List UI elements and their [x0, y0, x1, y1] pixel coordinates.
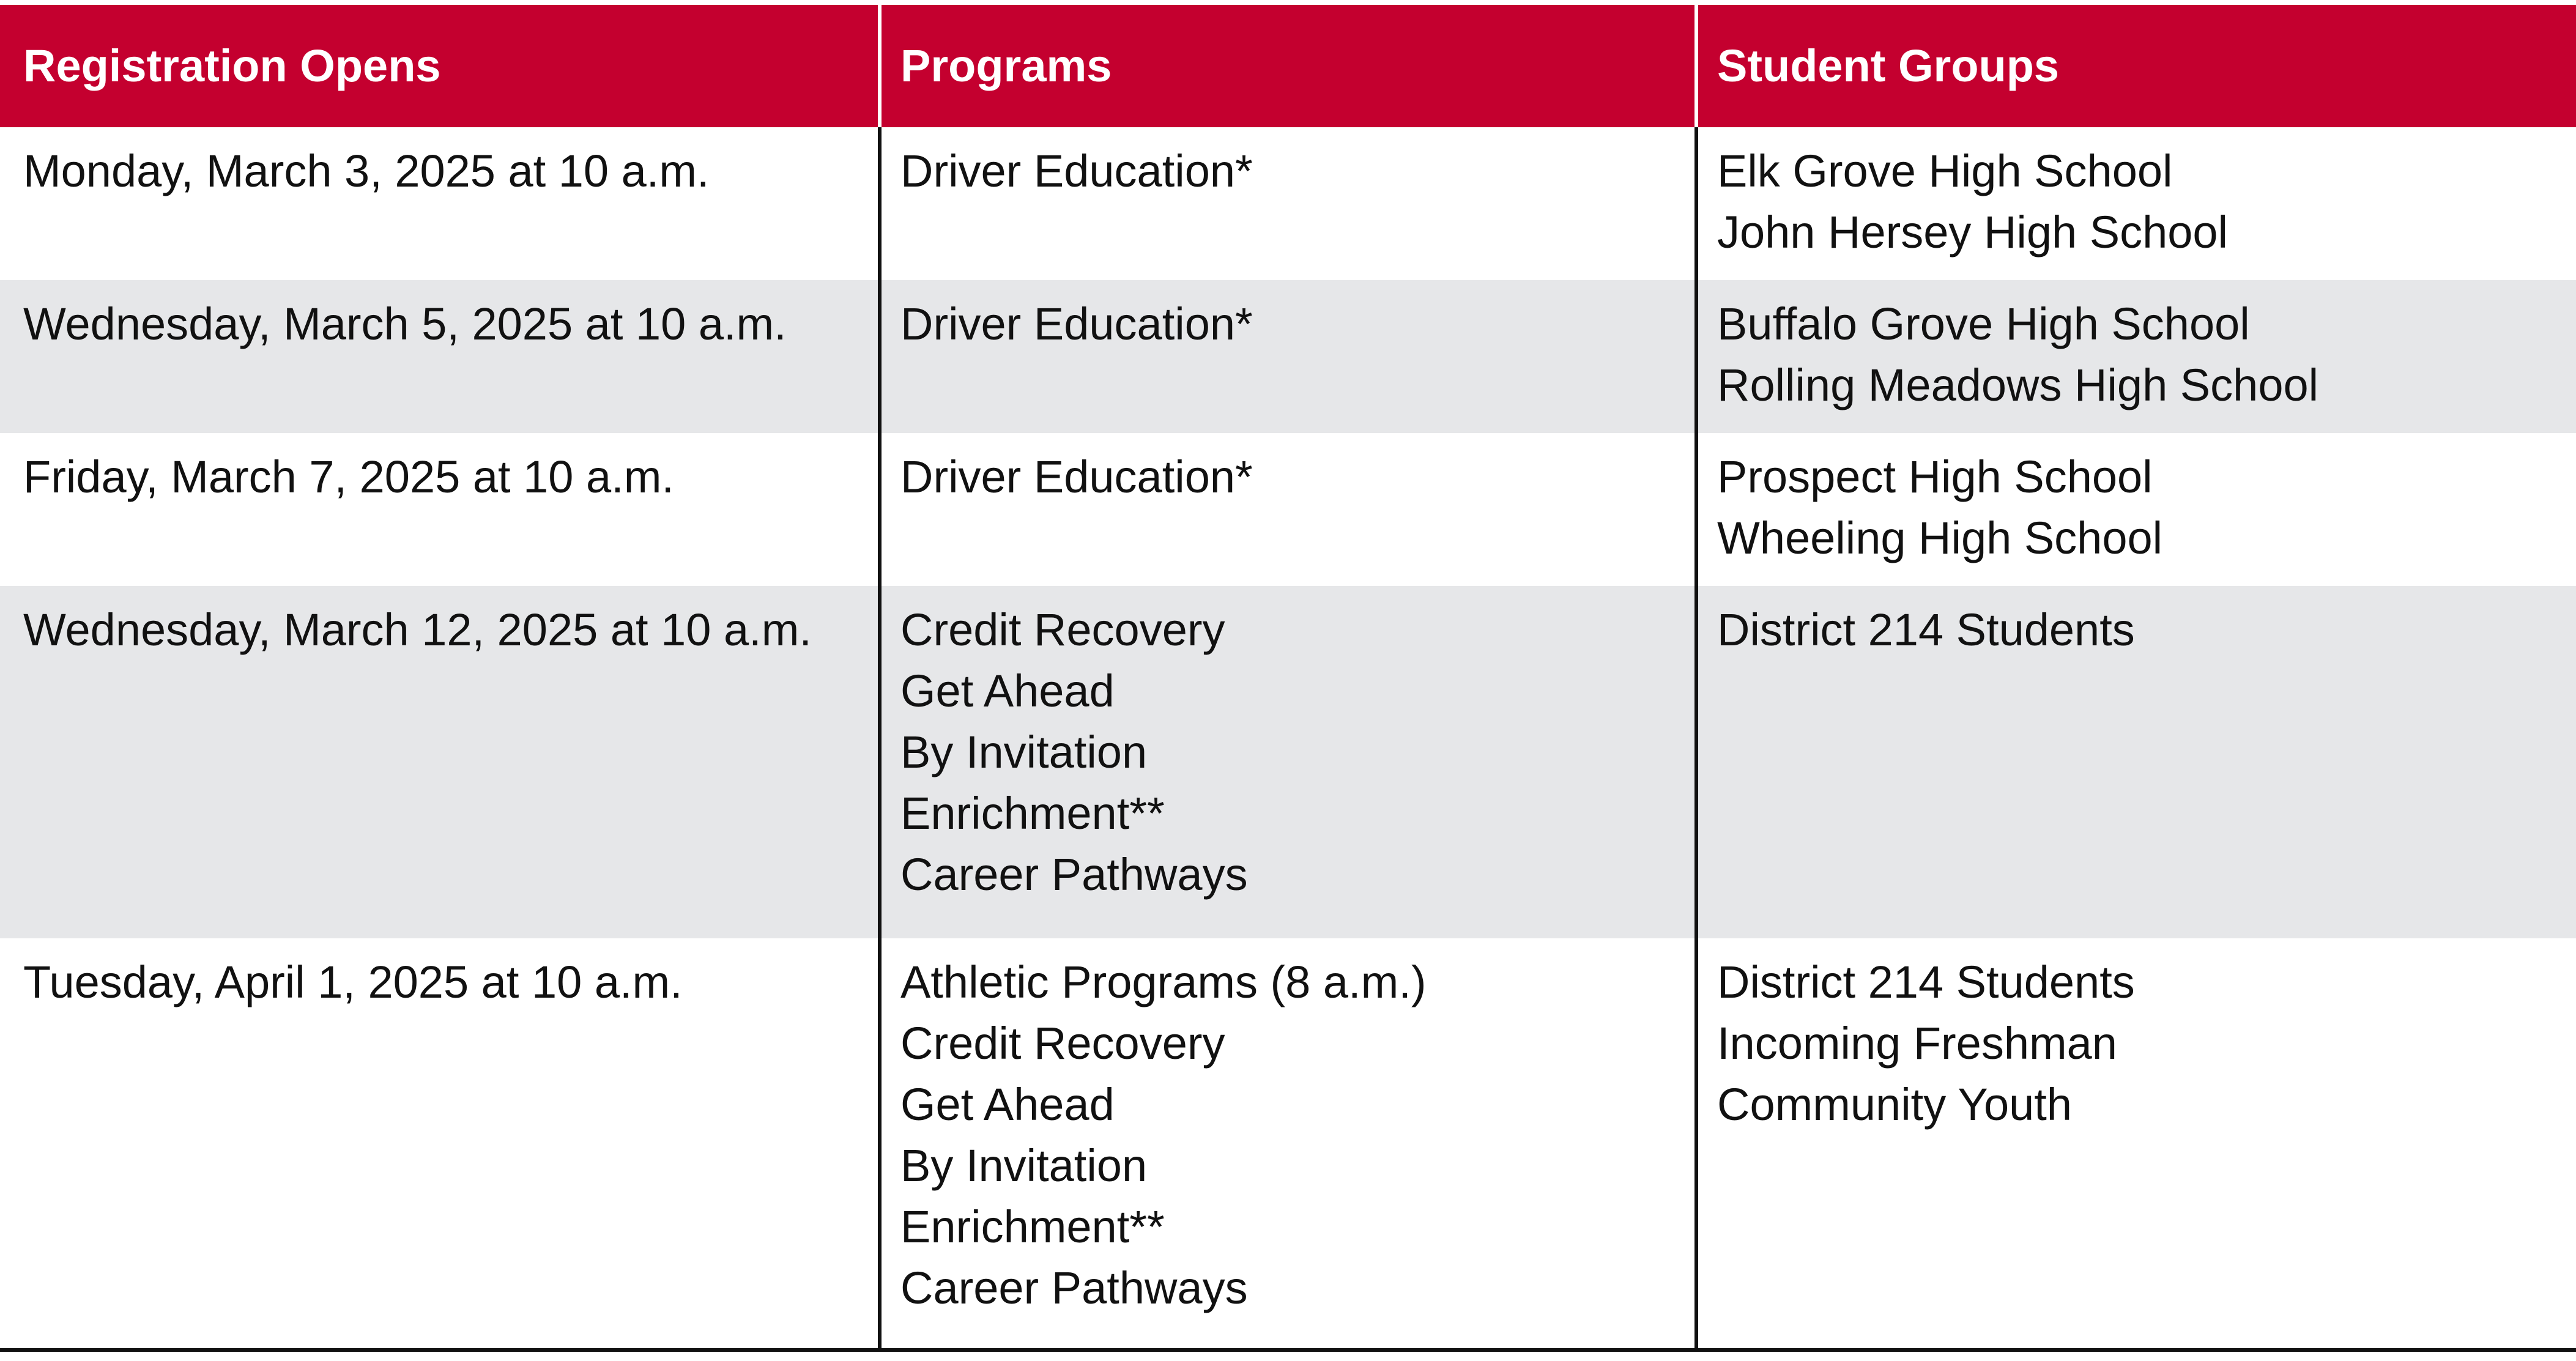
- programs-cell: [880, 938, 1696, 1349]
- registration-date: Wednesday, March 12, 2025 at 10 a.m.: [23, 604, 812, 655]
- registration-date-cell: [0, 127, 880, 280]
- student-group-item: Wheeling High School: [1717, 513, 2163, 563]
- table-row: [0, 280, 2576, 433]
- student-groups-cell: [1696, 586, 2576, 938]
- program-item: Career Pathways: [900, 849, 1248, 900]
- registration-date: Monday, March 3, 2025 at 10 a.m.: [23, 146, 710, 196]
- program-item: By Invitation: [900, 727, 1148, 777]
- program-item: Enrichment**: [900, 1201, 1165, 1252]
- student-group-item: Incoming Freshman: [1717, 1018, 2117, 1069]
- programs-cell: [880, 127, 1696, 280]
- column-header-registration-opens: Registration Opens: [23, 40, 441, 91]
- table-header-row: [0, 5, 2576, 127]
- programs-cell: [880, 433, 1696, 586]
- student-groups-cell: [1696, 938, 2576, 1349]
- program-item: Athletic Programs (8 a.m.): [900, 957, 1427, 1007]
- program-item: Credit Recovery: [900, 604, 1225, 655]
- registration-date: Tuesday, April 1, 2025 at 10 a.m.: [23, 957, 683, 1007]
- student-group-item: John Hersey High School: [1717, 207, 2228, 258]
- programs-cell: [880, 586, 1696, 938]
- column-header-student-groups: Student Groups: [1717, 40, 2060, 91]
- registration-date-cell: [0, 280, 880, 433]
- program-item: Driver Education*: [900, 146, 1253, 196]
- student-group-item: Elk Grove High School: [1717, 146, 2173, 196]
- column-divider: [1694, 5, 1698, 1349]
- student-group-item: Rolling Meadows High School: [1717, 360, 2319, 410]
- student-groups-cell: [1696, 127, 2576, 280]
- header-column-divider: [1694, 5, 1698, 127]
- student-group-item: Buffalo Grove High School: [1717, 299, 2250, 349]
- table-row: [0, 127, 2576, 280]
- registration-date-cell: [0, 433, 880, 586]
- student-group-item: Community Youth: [1717, 1079, 2073, 1130]
- program-item: By Invitation: [900, 1140, 1148, 1191]
- registration-date: Friday, March 7, 2025 at 10 a.m.: [23, 451, 674, 502]
- student-group-item: District 214 Students: [1717, 604, 2135, 655]
- program-item: Get Ahead: [900, 1079, 1115, 1130]
- program-item: Get Ahead: [900, 666, 1115, 716]
- header-column-divider: [878, 5, 882, 127]
- program-item: Enrichment**: [900, 788, 1165, 839]
- table-row: [0, 938, 2576, 1349]
- program-item: Credit Recovery: [900, 1018, 1225, 1069]
- registration-date-cell: [0, 586, 880, 938]
- student-group-item: Prospect High School: [1717, 451, 2153, 502]
- table-bottom-rule: [0, 1348, 2576, 1352]
- student-group-item: District 214 Students: [1717, 957, 2135, 1007]
- program-item: Career Pathways: [900, 1263, 1248, 1313]
- program-item: Driver Education*: [900, 451, 1253, 502]
- table-row: [0, 586, 2576, 938]
- column-header-programs: Programs: [900, 40, 1112, 91]
- student-groups-cell: [1696, 280, 2576, 433]
- programs-cell: [880, 280, 1696, 433]
- table-row: [0, 433, 2576, 586]
- program-item: Driver Education*: [900, 299, 1253, 349]
- column-divider: [878, 5, 882, 1349]
- registration-date-cell: [0, 938, 880, 1349]
- student-groups-cell: [1696, 433, 2576, 586]
- registration-date: Wednesday, March 5, 2025 at 10 a.m.: [23, 299, 787, 349]
